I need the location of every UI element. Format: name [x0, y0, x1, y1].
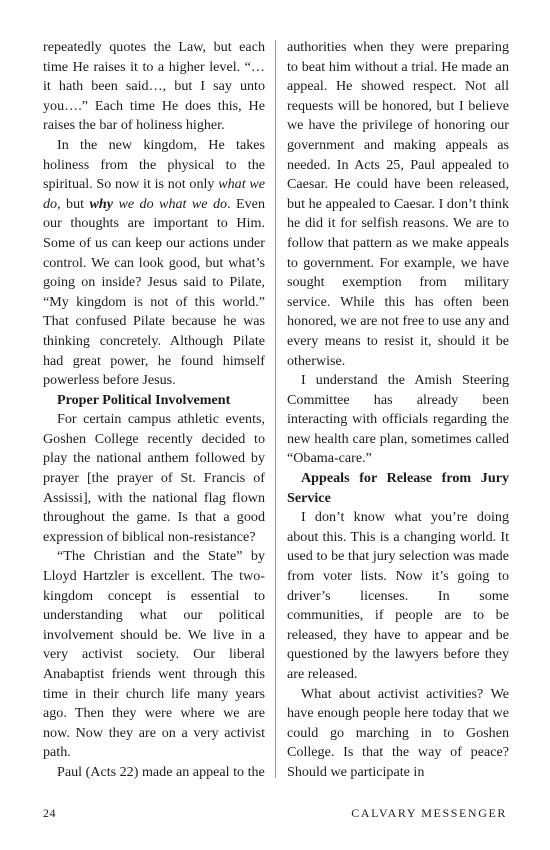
paragraph: For certain campus athletic events, Goshen College recently decided to play the national anthem followed by prayer [the prayer of St. Francis of Assissi], with the national flag flown throughout the game. Is that a good expression of biblical non-resistance?: [43, 411, 265, 545]
paragraph: repeatedly quotes the Law, but each time He raises it to a higher level. “… it hath been said…, but I say unto you….” Each time He does this, He raises the bar of holiness higher.: [43, 39, 265, 134]
text-run: . Even our thoughts are important to Him. Some of us can keep our actions under control. We can look good, but what’s going on inside? Jesus said to Pilate, “My kingdom is not of this world.” That confused Pilate because he was thinking concretely. Although Pilate had great power, he found himself powerless before Jesus.: [43, 195, 265, 389]
page-number: 24: [43, 806, 56, 820]
column-divider: [275, 40, 276, 778]
paragraph: What about activist activities? We have enough people here today that we could go marching in to Goshen College. Is that the way of peace? Should we participate in: [287, 685, 509, 780]
text-run: , but: [57, 195, 90, 212]
paragraph: I don’t know what you’re doing about this. This is a changing world. It used to be that jury selection was made from voter lists. Now it’s going to driver’s licenses. In some communities, if people are to be released, they have to appear and be questioned by the lawyers before they are released.: [287, 509, 509, 682]
section-heading-jury-service: Appeals for Release from Jury Service: [287, 470, 509, 506]
text-run: In the new kingdom, He takes holiness from the physical to the spiritual. So now it is not only: [43, 136, 265, 193]
section-heading-political-involvement: Proper Political Involvement: [57, 391, 231, 408]
left-column: [43, 38, 265, 783]
emphasis-what-we-do: what we do: [43, 176, 265, 212]
paragraph: “The Christian and the State” by Lloyd Hartzler is excellent. The two-kingdom concept is essential to understanding what our political involvement should be. We live in a very activist society. Our liberal Anabaptist friends went through this time in their church life many years ago. Then they were where we are now. Now they are on a very activist path.: [43, 548, 265, 761]
emphasis-we-do-what-we-do: we do what we do: [118, 195, 228, 212]
paragraph: I understand the Amish Steering Committee has already been interacting with officials regarding the new health care plan, sometimes called “Obama-care.”: [287, 372, 509, 467]
paragraph: authorities when they were preparing to beat him without a trial. He made an appeal. He showed respect. Not all requests will be honored, but I believe we have the privilege of honoring our government and making appeals as needed. In Acts 25, Paul appealed to Caesar. He could have been released, but he appealed to Caesar. I don’t think he did it for selfish reasons. We are to follow that pattern as we make appeals to government. For example, we have sought exemption from military service. While this has often been honored, we are not free to use any and every means to resist it, should it be otherwise.: [287, 39, 509, 369]
running-footer-title: CALVARY MESSENGER: [351, 806, 507, 820]
right-column: [287, 38, 509, 783]
paragraph: Paul (Acts 22) made an appeal to the: [57, 763, 265, 780]
paragraph-new-kingdom: [43, 136, 265, 391]
emphasis-why: why: [89, 195, 113, 212]
